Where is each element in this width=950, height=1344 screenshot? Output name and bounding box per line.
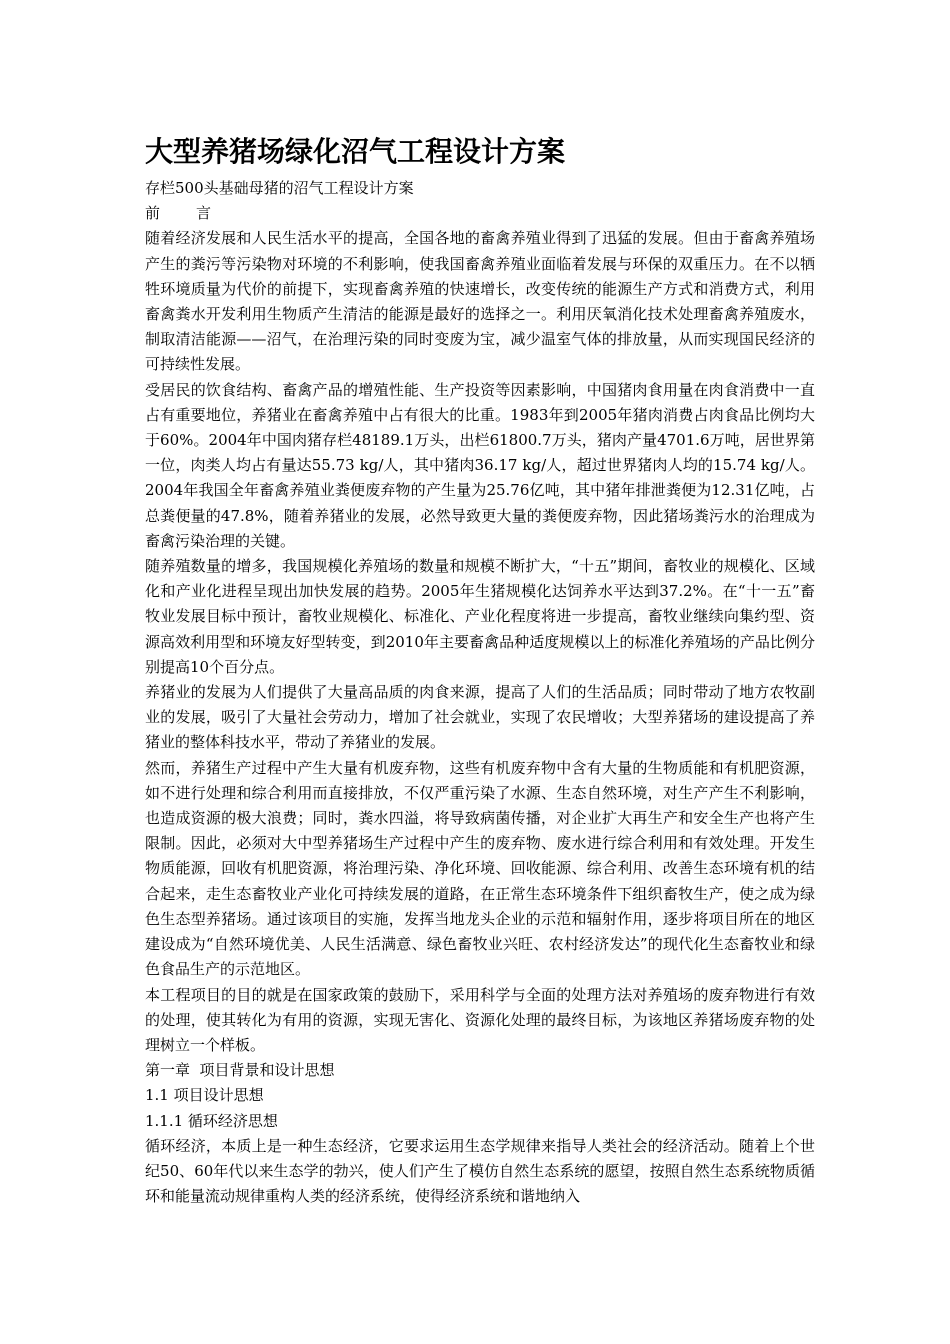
- chapter-heading: 第一章 项目背景和设计思想: [145, 1061, 335, 1080]
- paragraph-6: 本工程项目的目的就是在国家政策的鼓励下，采用科学与全面的处理方法对养殖场的废弃物进行有效的处理，使其转化为有用的资源，实现无害化、资源化处理的最终目标，为该地区养猪场废弃物的处理树立一个样板。: [145, 985, 815, 1054]
- document-subtitle: 存栏500头基础母猪的沼气工程设计方案: [145, 179, 414, 197]
- document-title: 大型养猪场绿化沼气工程设计方案: [145, 135, 566, 168]
- section-heading-1-1-1: 1.1.1 循环经济思想: [145, 1111, 278, 1130]
- paragraph-3: 随养殖数量的增多，我国规模化养殖场的数量和规模不断扩大，“十五”期间，畜牧业的规模化、区域化和产业化进程呈现出加快发展的趋势。2005年生猪规模化达饲养水平达到37.2%。在“十一五”畜牧业发展目标中预计，畜牧业规模化、标准化、产业化程度将进一步提高，畜牧业继续向集约型、资源高效利用型和环境友好型转变，到2010年主要畜禽品种适度规模以上的标准化养殖场的产品比例分别提高10个百分点。: [145, 557, 815, 676]
- paragraph-2: 受居民的饮食结构、畜禽产品的增殖性能、生产投资等因素影响，中国猪肉食用量在肉食消费中一直占有重要地位，养猪业在畜禽养殖中占有很大的比重。1983年到2005年猪肉消费占肉食品比例均大于60%。2004年中国肉猪存栏48189.1万头，出栏61800.7万头，猪肉产量4701.6万吨，居世界第一位，肉类人均占有量达55.73 kg/人，其中猪肉36.17 kg/人，超过世界猪肉人均的15.74 kg/人。2004年我国全年畜禽养殖业粪便废弃物的产生量为25.76亿吨，其中猪年排泄粪便为12.31亿吨，占总粪便量的47.8%，随着养猪业的发展，必然导致更大量的粪便废弃物，因此猪场粪污水的治理成为畜禽污染治理的关键。: [145, 380, 815, 550]
- paragraph-4: 养猪业的发展为人们提供了大量高品质的肉食来源，提高了人们的生活品质；同时带动了地方农牧副业的发展，吸引了大量社会劳动力，增加了社会就业，实现了农民增收；大型养猪场的建设提高了养猪业的整体科技水平，带动了养猪业的发展。: [145, 683, 815, 752]
- preface-char-2: 言: [196, 204, 212, 223]
- preface-heading: [145, 201, 815, 226]
- paragraph-7: 循环经济，本质上是一种生态经济，它要求运用生态学规律来指导人类社会的经济活动。随着上个世纪50、60年代以来生态学的勃兴，使人们产生了模仿自然生态系统的愿望，按照自然生态系统物质循环和能量流动规律重构人类的经济系统，使得经济系统和谐地纳入: [145, 1136, 815, 1206]
- section-heading-1-1: 1.1 项目设计思想: [145, 1086, 264, 1105]
- paragraph-5: 然而，养猪生产过程中产生大量有机废弃物，这些有机废弃物中含有大量的生物质能和有机肥资源，如不进行处理和综合利用而直接排放，不仅严重污染了水源、生态自然环境，对生产产生不利影响，也造成资源的极大浪费；同时，粪水四溢，将导致病菌传播，对企业扩大再生产和安全生产也将产生限制。因此，必须对大中型养猪场生产过程中产生的废弃物、废水进行综合利用和有效处理。开发生物质能源，回收有机肥资源，将治理污染、净化环境、回收能源、综合利用、改善生态环境有机的结合起来，走生态畜牧业产业化可持续发展的道路，在正常生态环境条件下组织畜牧生产，使之成为绿色生态型养猪场。通过该项目的实施，发挥当地龙头企业的示范和辐射作用，逐步将项目所在的地区建设成为“自然环境优美、人民生活满意、绿色畜牧业兴旺、农村经济发达”的现代化生态畜牧业和绿色食品生产的示范地区。: [145, 758, 815, 979]
- preface-char-1: 前: [145, 204, 161, 223]
- paragraph-1: 随着经济发展和人民生活水平的提高，全国各地的畜禽养殖业得到了迅猛的发展。但由于畜禽养殖场产生的粪污等污染物对环境的不利影响，使我国畜禽养殖业面临着发展与环保的双重压力。在不以牺牲环境质量为代价的前提下，实现畜禽养殖的快速增长，改变传统的能源生产方式和消费方式，利用畜禽粪水开发利用生物质产生清洁的能源是最好的选择之一。利用厌氧消化技术处理畜禽养殖废水，制取清洁能源——沼气，在治理污染的同时变废为宝，减少温室气体的排放量，从而实现国民经济的可持续性发展。: [145, 229, 815, 374]
- document-page: [145, 132, 815, 1209]
